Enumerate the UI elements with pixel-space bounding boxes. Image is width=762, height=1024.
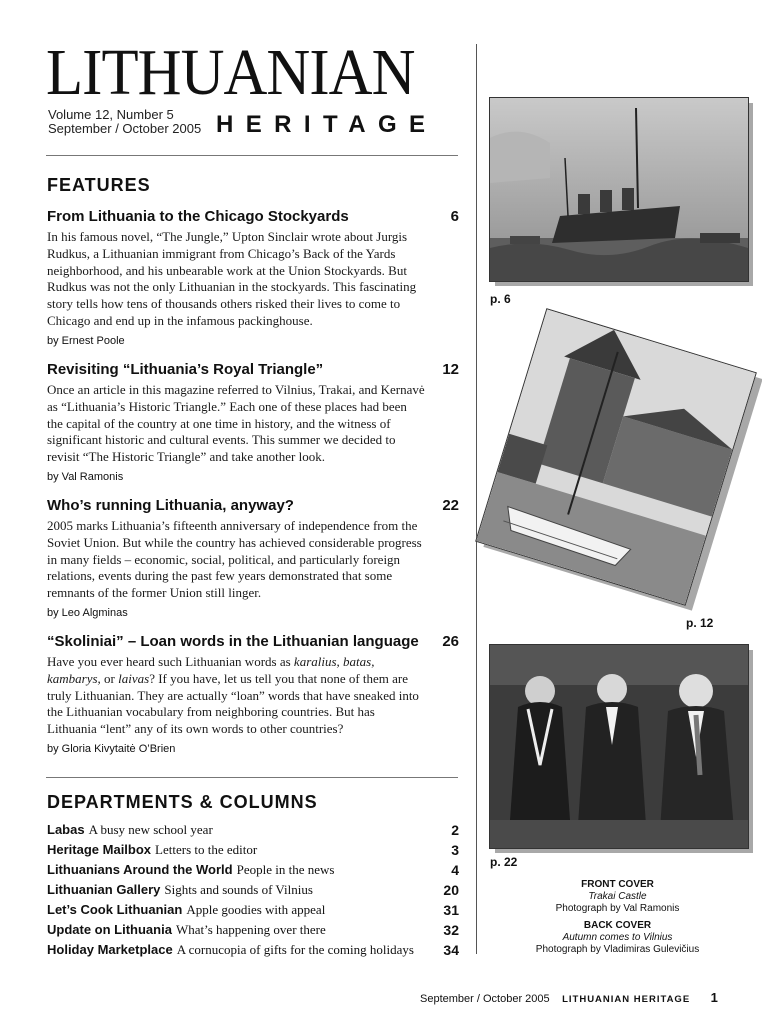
article-header xyxy=(47,496,459,516)
article-page-number: 6 xyxy=(450,208,459,225)
department-page: 2 xyxy=(451,822,459,838)
castle-illustration xyxy=(476,309,755,604)
article-title[interactable]: Revisiting “Lithuania’s Royal Triangle” xyxy=(47,361,324,378)
department-name: Lithuanians Around the World xyxy=(47,862,233,877)
department-desc: What’s happening over there xyxy=(175,922,326,937)
back-cover-credit xyxy=(490,920,745,956)
department-desc: A cornucopia of gifts for the coming holidays xyxy=(176,942,414,957)
article-title[interactable]: Who’s running Lithuania, anyway? xyxy=(47,497,294,514)
department-item[interactable] xyxy=(47,900,459,920)
photo-caption: p. 12 xyxy=(686,616,714,630)
department-page: 4 xyxy=(451,862,459,878)
department-item[interactable] xyxy=(47,880,459,900)
article-page-number: 12 xyxy=(442,361,459,378)
volume-number: Volume 12, Number 5 xyxy=(48,107,174,122)
article-title[interactable]: From Lithuania to the Chicago Stockyards xyxy=(47,208,349,225)
article-page-number: 26 xyxy=(442,633,459,650)
front-cover-credit xyxy=(490,879,745,915)
department-name: Holiday Marketplace xyxy=(47,942,173,957)
features-heading: FEATURES xyxy=(47,175,151,195)
department-page: 32 xyxy=(443,922,459,938)
department-desc: People in the news xyxy=(236,862,335,877)
department-item[interactable] xyxy=(47,860,459,880)
article-summary: 2005 marks Lithuania’s fifteenth anniversary of independence from the Soviet Union. But while the country has achieved considerable progress in many fields – economic, social, political, and particularly foreign relations, events during the past few years demonstrated that some remnants of the former Union still linger. xyxy=(47,518,422,601)
photo-caption: p. 22 xyxy=(490,855,518,869)
front-cover-photographer: Photograph by Val Ramonis xyxy=(555,903,680,914)
issue-date: September / October 2005 xyxy=(48,121,202,136)
back-cover-label: BACK COVER xyxy=(583,920,652,931)
department-item[interactable] xyxy=(47,920,459,940)
back-cover-photographer: Photograph by Vladimiras Gulevičius xyxy=(535,944,700,955)
article-byline: by Val Ramonis xyxy=(47,470,124,483)
issue-info xyxy=(48,108,201,136)
article-title[interactable]: “Skoliniai” – Loan words in the Lithuanian language xyxy=(47,633,419,650)
article-summary: Once an article in this magazine referred to Vilnius, Trakai, and Kernavė as “Lithuania’s Historic Triangle.” Each one of these places had been the capital of the country at one time in history, and the witness of significant historic and cultural events. This summer we decided to revisit “The Historic Triangle” and take another look. xyxy=(47,382,425,465)
ship-photo xyxy=(489,97,749,282)
department-page: 31 xyxy=(443,902,459,918)
column-divider xyxy=(476,44,477,954)
leaders-photo xyxy=(489,644,749,849)
article-byline: by Leo Algminas xyxy=(47,606,128,619)
page-footer xyxy=(420,989,718,1007)
castle-photo xyxy=(475,308,757,606)
department-name: Labas xyxy=(47,822,85,837)
departments-heading: DEPARTMENTS & COLUMNS xyxy=(47,792,318,812)
department-desc: Letters to the editor xyxy=(155,842,258,857)
department-desc: A busy new school year xyxy=(88,822,213,837)
leaders-illustration xyxy=(490,645,748,848)
department-desc: Sights and sounds of Vilnius xyxy=(164,882,313,897)
feature-article xyxy=(47,360,459,484)
article-summary: Have you ever heard such Lithuanian words as karalius, batas, kambarys, or laivas? If you have, let us tell you that none of them are truly Lithuanian. They are actually “loan” words that have sneaked into the Lithuanian vocabulary from neighboring countries. But has Lithuania “lent” any of its own words to other countries? xyxy=(47,654,419,737)
magazine-title: LITHUANIAN xyxy=(46,36,415,109)
article-header xyxy=(47,360,459,380)
department-item[interactable] xyxy=(47,940,459,960)
article-page-number: 22 xyxy=(442,497,459,514)
footer-magazine: LITHUANIAN HERITAGE xyxy=(562,994,691,1005)
footer-issue: September / October 2005 xyxy=(420,993,550,1005)
department-name: Let’s Cook Lithuanian xyxy=(47,902,183,917)
feature-article xyxy=(47,632,459,756)
article-header xyxy=(47,632,459,652)
divider xyxy=(46,777,458,778)
department-name: Heritage Mailbox xyxy=(47,842,152,857)
article-header xyxy=(47,207,459,227)
ship-illustration xyxy=(490,98,748,281)
department-item[interactable] xyxy=(47,820,459,840)
departments-list xyxy=(47,820,459,960)
department-item[interactable] xyxy=(47,840,459,860)
department-page: 20 xyxy=(443,882,459,898)
department-page: 34 xyxy=(443,942,459,958)
page-number: 1 xyxy=(710,990,718,1005)
front-cover-title: Trakai Castle xyxy=(588,891,647,902)
feature-article xyxy=(47,207,459,348)
front-cover-label: FRONT COVER xyxy=(581,879,654,890)
feature-article xyxy=(47,496,459,620)
article-byline: by Ernest Poole xyxy=(47,334,125,347)
department-desc: Apple goodies with appeal xyxy=(186,902,326,917)
department-name: Update on Lithuania xyxy=(47,922,172,937)
divider xyxy=(46,155,458,156)
article-summary: In his famous novel, “The Jungle,” Upton Sinclair wrote about Jurgis Rudkus, a Lithuanian immigrant from Chicago’s Back of the Yards neighborhood, and his unbearable work at the Union Stockyards. But Rudkus was not the only Lithuanian in the stockyards. This fascinating story tells how tens of thousands others risked their lives to come to Chicago and end up in the infamous packinghouse. xyxy=(47,229,417,328)
department-page: 3 xyxy=(451,842,459,858)
back-cover-title: Autumn comes to Vilnius xyxy=(562,932,673,943)
department-name: Lithuanian Gallery xyxy=(47,882,161,897)
article-byline: by Gloria Kivytaitė O’Brien xyxy=(47,742,176,755)
magazine-subtitle: HERITAGE xyxy=(216,111,438,138)
photo-caption: p. 6 xyxy=(490,292,511,306)
